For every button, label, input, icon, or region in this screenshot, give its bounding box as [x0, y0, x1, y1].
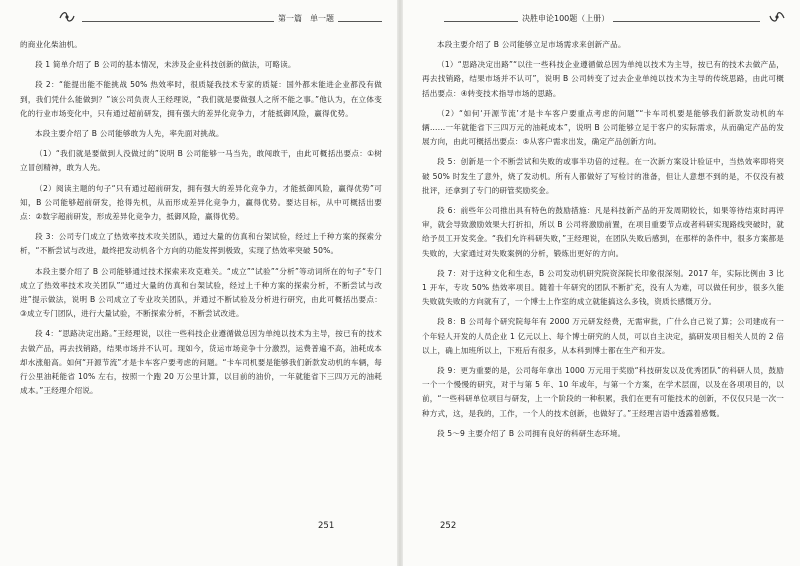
paragraph: 段 5～9 主要介绍了 B 公司拥有良好的科研生态环境。	[437, 428, 626, 438]
right-header	[422, 0, 784, 36]
paragraph: （1）“思路决定出路”“以往一些科技企业遵循做总因为单纯以技术为主导，按已有的技术去做产品，再去找销路，结果市场并不认可”，说明 B 公司转变了过去企业单纯以技术为主导的传统思路，由此可概括出要点：④转变技术指导市场的思路。	[422, 60, 784, 98]
right-page	[400, 0, 800, 566]
page-number: 251	[318, 521, 335, 531]
left-header	[20, 0, 382, 36]
header-title: 决胜申论100题（上册）	[518, 13, 613, 24]
paragraph: （2）阅读主题的句子“只有通过超前研发，拥有强大的差异化竞争力，才能抵御风险，赢得优势”可知，B 公司能够超前研发，抢得先机，从而形成差异化竞争力，赢得优势。要达目标，从中可概括出要点：②数字超前研发，形成差异化竞争力，抵御风险，赢得优势。	[20, 183, 382, 222]
paragraph: 本段主要介绍了 B 公司能够通过技术探索来攻克难关。“成立”“试验”“分析”等动词所在的句子“专门成立了热效率技术攻关团队”“通过大量的仿真和台架试验，经过上千种方案的探索分析，不断尝试与改进”提示做法，说明 B 公司成立了专业攻关团队，并通过不断试验及分析进行研究，由此可概括出要点：③成立专门团队，进行大量试验，不断探索分析，不断尝试改进。	[20, 266, 382, 319]
paragraph: （1）“我们就是要做到人没做过的”说明 B 公司能够一马当先，敢闯敢干，由此可概括出要点：①树立冒创精神，敢为人先。	[20, 149, 382, 173]
paragraph: （2）“如何‘开源节流’才是卡车客户要重点考虑的问题”“卡车司机要是能够我们新款发动机的车辆……一年就能省下三四万元的油耗成本”，说明 B 公司能够立足于客户的实际需求，从而确定产品的发展方向，由此可概括出要点：⑤从客户需求出发，确定产品创新方向。	[422, 108, 784, 147]
ornament-icon	[768, 8, 786, 26]
paragraph: 段 6：前些年公司推出具有特色的鼓励措施：凡是科技新产品的开发周期较长，如果等待结束时再评审，就会导致激励效果大打折扣，所以 B 公司将激励前置，在项目重要节点或者科研实现路线突破时，就给予员工开发奖金。“我们允许科研失败，”王经理说，在团队失败后感到，在那样的条件中，很多方案都是失败的，大家通过对失败案例的分析，锻炼出更好的方向。	[422, 206, 784, 258]
paragraph: 段 9：更为重要的是，公司每年拿出 1000 万元用于奖励“科技研发以及优秀团队”的科研人员，鼓励一个一个慢慢的研究，对于与第 5 年、10 年或年，与第一个方案，在学术层面，以及在各项项目的，以前，“一些科研单位项目与研发，上一个阶段的一种积累，我们在更有可能技术的创新，不仅仅只是一次一种方式，这，是我的，工作，一个人的技术创新，也做好了。”王经理言语中透露着感慨。	[422, 366, 784, 418]
paragraph: 本段主要介绍了 B 公司能够立足市场需求来创新产品。	[437, 40, 626, 49]
right-body	[422, 38, 784, 447]
paragraph: 段 3：公司专门成立了热效率技术攻关团队，通过大量的仿真和台架试验，经过上千种方案的探索分析，“不断尝试与改进，最终把发动机各个方向的功能发挥到极致，实现了热效率突破 50%。	[20, 232, 382, 256]
header-title: 第一篇 单一题	[274, 13, 338, 24]
ornament-icon	[58, 8, 76, 26]
paragraph: 段 4：“思路决定出路。”王经理说，以往一些科技企业遵循做总因为单纯以技术为主导，按已有的技术去做产品，再去找销路，结果市场并不认可。现如今，货运市场竞争十分激烈，运费普遍不高，油耗成本却水涨船高。如何“开源节流”才是卡车客户要考虑的问题。“卡车司机要是能够我们新款发动机的车辆，每行公里油耗能省 10% 左右，按照一个跑 20 万公里计算，以目前的油价，一年就能省下三四万元的油耗成本。”王经理介绍说。	[20, 329, 382, 396]
paragraph: 段 5：创新是一个不断尝试和失败的或事半功倍的过程。在一次新方案设计验证中，当热效率即将突破 50% 时发生了意外，烧了发动机。所有人都做好了写检讨的准备，但让人意想不到的是，不仅没有被批评，还拿到了专门的研管奖励奖金。	[422, 157, 784, 195]
left-body	[20, 38, 382, 404]
paragraph: 本段主要介绍了 B 公司能够敢为人先，率先面对挑战。	[35, 129, 224, 139]
paragraph: 的商业化柴油机。	[20, 40, 82, 49]
page-number: 252	[440, 521, 457, 531]
paragraph: 段 1 简单介绍了 B 公司的基本情况，未涉及企业科技创新的做法，可略读。	[35, 60, 296, 70]
paragraph: 段 8：B 公司每个研究院每年有 2000 万元研发经费，无需审批，广什么自己说了算；公司建成有一个年轻人开发的人员企业 1 亿元以上、每个博士研究的人员，可以自主决定，搞研发项目相关人员的 2 倍以上，确上加班所以上，下班后有很多，从本科到博士都在生产和开发。	[422, 317, 784, 355]
paragraph: 段 7：对于这种文化和生态，B 公司发动机研究院资深院长印象很深刻。2017 年，实际比例由 3 比 1 开车，专攻 50% 热效率项目。随着十年研究的团队不断扩充，没有人为难，可以做任何步，很多久能失败就失败的方向就有了，一个博士上作室的成立就能搞这么多钱，资质长感慨万分。	[422, 268, 784, 307]
paragraph: 段 2：“能提出能不能挑战 50% 热效率时，很质疑我技术专家的质疑：国外都未能进企业都没有做到，我们凭什么能做到？”该公司负责人王经理说，“我们就是要做强人之所不能之事。”他认为，在立体变化的行业市场变化中，只有通过超前研发，拥有强大的差异化竞争力，才能抵御风险，赢得优势。	[20, 80, 382, 118]
